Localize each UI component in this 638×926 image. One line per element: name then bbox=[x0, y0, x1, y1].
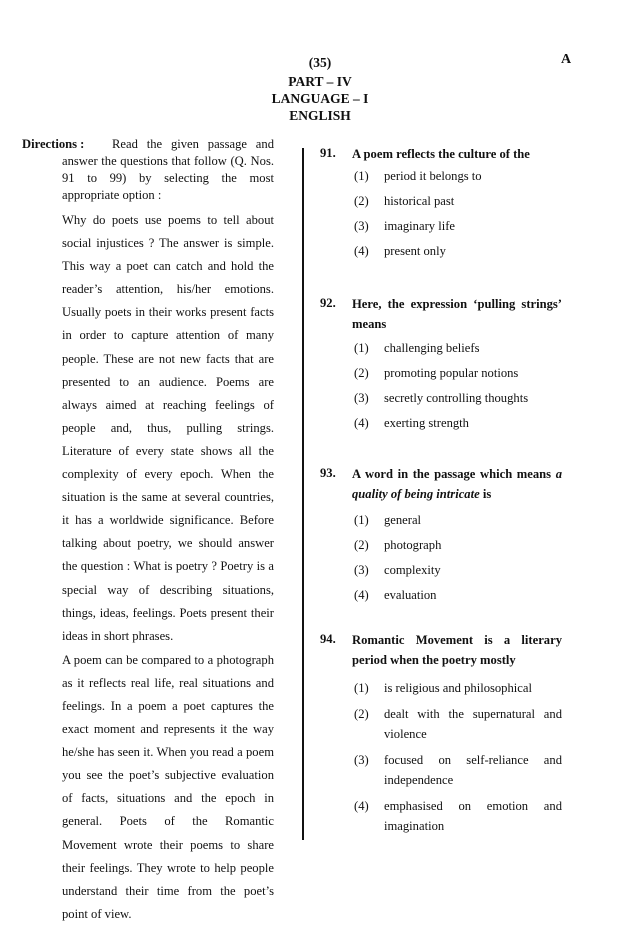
column-divider bbox=[302, 148, 304, 840]
option-text: present only bbox=[384, 244, 446, 258]
option-text: challenging beliefs bbox=[384, 341, 480, 355]
question-text: Romantic Movement is a literary period when the poetry mostly bbox=[352, 633, 562, 667]
option-number: (2) bbox=[354, 194, 369, 208]
option-number: (3) bbox=[354, 219, 369, 233]
directions-text: Read the given passage and answer the questions that follow (Q. Nos. 91 to 99) by selecting the most appropriate option : bbox=[62, 137, 274, 202]
question-text-emphasis: a quality of being intricate bbox=[352, 467, 562, 501]
question-text: A poem reflects the culture of the bbox=[352, 147, 530, 161]
question-number: 93. bbox=[320, 466, 336, 480]
option-text: emphasised on emotion and imagination bbox=[384, 799, 562, 833]
option-text: photograph bbox=[384, 538, 442, 552]
page-number: (35) bbox=[308, 55, 332, 70]
passage bbox=[62, 209, 274, 926]
option-number: (3) bbox=[354, 563, 369, 577]
option-text: evaluation bbox=[384, 588, 437, 602]
option-number: (3) bbox=[354, 753, 369, 767]
option-number: (1) bbox=[354, 341, 369, 355]
question-text: Here, the expression ‘pulling strings’ means bbox=[352, 297, 562, 331]
directions-label: Directions : bbox=[22, 137, 85, 151]
option-number: (4) bbox=[354, 416, 369, 430]
part-heading: PART – IV bbox=[288, 74, 352, 89]
paper-code: A bbox=[561, 52, 572, 67]
option-text: imaginary life bbox=[384, 219, 455, 233]
question-text-suffix: is bbox=[482, 487, 492, 501]
question-text bbox=[352, 464, 562, 504]
language-heading: LANGUAGE – I bbox=[271, 91, 369, 106]
option-text: is religious and philosophical bbox=[384, 681, 532, 695]
passage-paragraph-1: Why do poets use poems to tell about social injustices ? The answer is simple. This way a poet can catch and hold the reader’s attention, his/her emotions. Usually poets in their works present facts in order to capture attention of many people. These are not new facts that are presented to an audience. Poems are always aimed at reaching feelings of people and, thus, pulling strings. Literature of every state shows all the complexity of every epoch. When the situation is the same at several countries, it has a worldwide significance. Before talking about poetry, we should answer the question : What is poetry ? Poetry is a special way of describing situations, things, ideas, feelings. Poets present their ideas in short phrases. bbox=[62, 213, 274, 643]
option-number: (2) bbox=[354, 538, 369, 552]
option-number: (1) bbox=[354, 513, 369, 527]
passage-paragraph-2: A poem can be compared to a photograph as it reflects real life, real situations and feelings. In a poem a poet captures the exact moment and represents it the way he/she has seen it. When you read a poem you see the poet’s subjective evaluation of facts, situations and the epoch in general. Poets of the Romantic Movement wrote their poems to share their feelings. They wrote to help people understand their time from the poet’s point of view. bbox=[62, 652, 274, 921]
question-number: 94. bbox=[320, 632, 336, 646]
question-text-prefix: A word in the passage which means bbox=[352, 467, 552, 481]
option-number: (3) bbox=[354, 391, 369, 405]
option-number: (4) bbox=[354, 244, 369, 258]
option-text: general bbox=[384, 513, 422, 527]
option-text: secretly controlling thoughts bbox=[384, 391, 529, 405]
option-text: promoting popular notions bbox=[384, 366, 519, 380]
option-number: (4) bbox=[354, 588, 369, 602]
option-text: focused on self-reliance and independence bbox=[384, 753, 562, 787]
option-text: dealt with the supernatural and violence bbox=[384, 707, 562, 741]
option-number: (2) bbox=[354, 366, 369, 380]
question-number: 92. bbox=[320, 296, 336, 310]
option-number: (1) bbox=[354, 681, 369, 695]
subject-heading: ENGLISH bbox=[289, 108, 351, 123]
question-number: 91. bbox=[320, 146, 336, 160]
option-text: historical past bbox=[384, 194, 455, 208]
option-text: exerting strength bbox=[384, 416, 469, 430]
option-text: complexity bbox=[384, 563, 441, 577]
option-number: (4) bbox=[354, 799, 369, 813]
option-number: (2) bbox=[354, 707, 369, 721]
option-number: (1) bbox=[354, 169, 369, 183]
option-text: period it belongs to bbox=[384, 169, 482, 183]
